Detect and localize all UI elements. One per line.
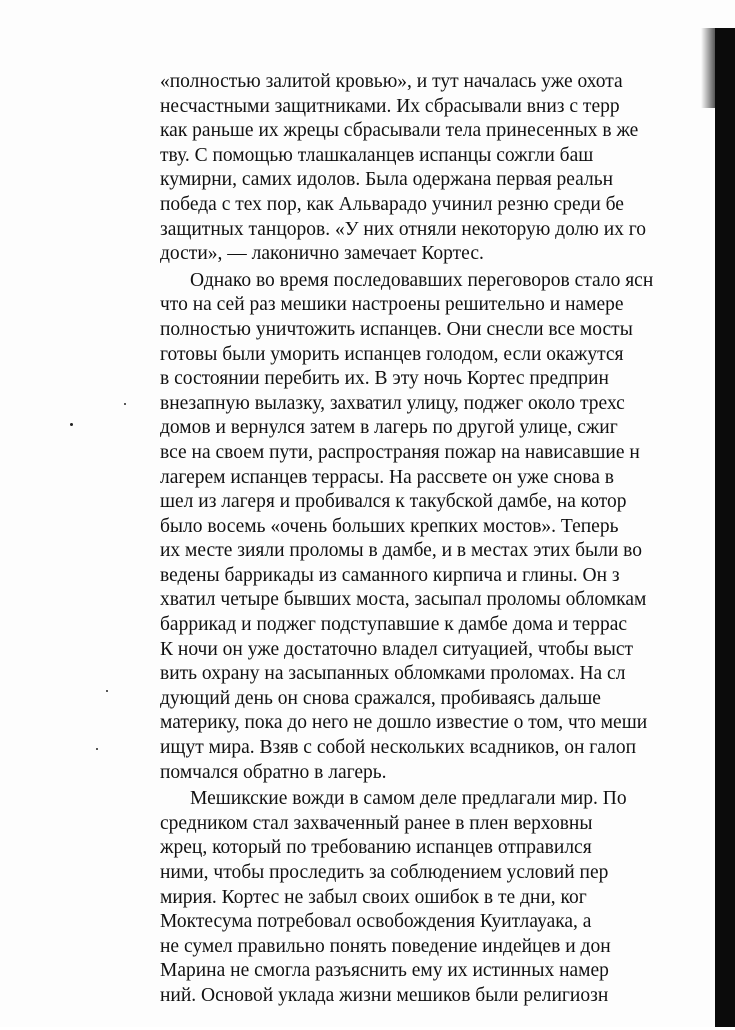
- paragraph: [160, 70, 715, 267]
- text-line: мирия. Кортес не забыл своих ошибок в те дни, ког: [160, 886, 587, 908]
- text-line: дующий день он снова сражался, пробиваясь дальше: [160, 687, 601, 709]
- text-line: К ночи он уже достаточно владел ситуацией, чтобы выст: [160, 638, 634, 660]
- text-line: хватил четыре бывших моста, засыпал проломы обломкам: [160, 589, 647, 611]
- paragraph: [160, 787, 715, 1008]
- text-line: ний. Основой уклада жизни мешиков были религиозн: [160, 984, 609, 1006]
- scan-speck: [124, 403, 126, 405]
- text-line: жрец, который по требованию испанцев отправился: [160, 837, 592, 859]
- text-line: было восемь «очень больших крепких мостов». Теперь: [160, 515, 619, 537]
- text-line: защитных танцоров. «У них отняли некоторую долю их го: [160, 218, 647, 240]
- text-line: не сумел правильно понять поведение индейцев и дон: [160, 935, 611, 957]
- text-line: готовы были уморить испанцев голодом, если окажутся: [160, 343, 624, 365]
- text-line: домов и вернулся затем в лагерь по другой улице, сжиг: [160, 417, 618, 439]
- text-line: Мешикские вожди в самом деле предлагали мир. По: [190, 788, 627, 810]
- text-line: победа с тех пор, как Альварадо учинил резню среди бе: [160, 193, 624, 215]
- text-line: как раньше их жрецы сбрасывали тела принесенных в же: [160, 120, 639, 142]
- text-line: несчастными защитниками. Их сбрасывали вниз с терр: [160, 95, 620, 117]
- scan-speck: [106, 690, 108, 692]
- text-line: шел из лагеря и пробивался к такубской дамбе, на котор: [160, 491, 627, 513]
- scan-speck: [96, 748, 98, 750]
- text-line: ведены баррикады из саманного кирпича и глины. Он з: [160, 564, 620, 586]
- text-line: дости», — лаконично замечает Кортес.: [160, 243, 484, 265]
- text-line: кумирни, самих идолов. Была одержана первая реальн: [160, 169, 614, 191]
- page-edge-shadow: [715, 28, 735, 1027]
- text-line: помчался обратно в лагерь.: [160, 761, 387, 783]
- text-line: тву. С помощью тлашкаланцев испанцы сожгли баш: [160, 144, 594, 166]
- text-line: ищут мира. Взяв с собой нескольких всадников, он галоп: [160, 737, 636, 759]
- scan-speck: [70, 423, 73, 426]
- text-line: «полностью залитой кровью», и тут началась уже охота: [160, 71, 623, 92]
- text-line: средником стал захваченный ранее в плен верховны: [160, 812, 593, 834]
- text-line: внезапную вылазку, захватил улицу, поджег около трехс: [160, 392, 625, 414]
- text-line: лагерем испанцев террасы. На рассвете он уже снова в: [160, 466, 614, 488]
- text-line: Однако во время последовавших переговоров стало ясн: [190, 269, 654, 291]
- text-line: Моктесума потребовал освобождения Куитлауака, а: [160, 911, 592, 933]
- text-line: все на своем пути, распространяя пожар на нависавшие н: [160, 441, 640, 463]
- page-body-text: [160, 70, 715, 1030]
- text-line: баррикад и поджег подступавшие к дамбе дома и террас: [160, 614, 628, 636]
- text-line: Марина не смогла разъяснить ему их истинных намер: [160, 960, 609, 982]
- text-line: в состоянии перебить их. В эту ночь Кортес предприн: [160, 368, 609, 390]
- text-line: вить охрану на засыпанных обломками проломах. На сл: [160, 663, 626, 685]
- text-line: что на сей раз мешики настроены решительно и намере: [160, 294, 624, 316]
- text-line: материку, пока до него не дошло известие о том, что меши: [160, 712, 648, 734]
- text-line: их месте зияли проломы в дамбе, и в местах этих были во: [160, 540, 642, 562]
- paragraph: [160, 269, 715, 785]
- text-line: ними, чтобы проследить за соблюдением условий пер: [160, 862, 609, 883]
- text-line: полностью уничтожить испанцев. Они снесли все мосты: [160, 318, 633, 340]
